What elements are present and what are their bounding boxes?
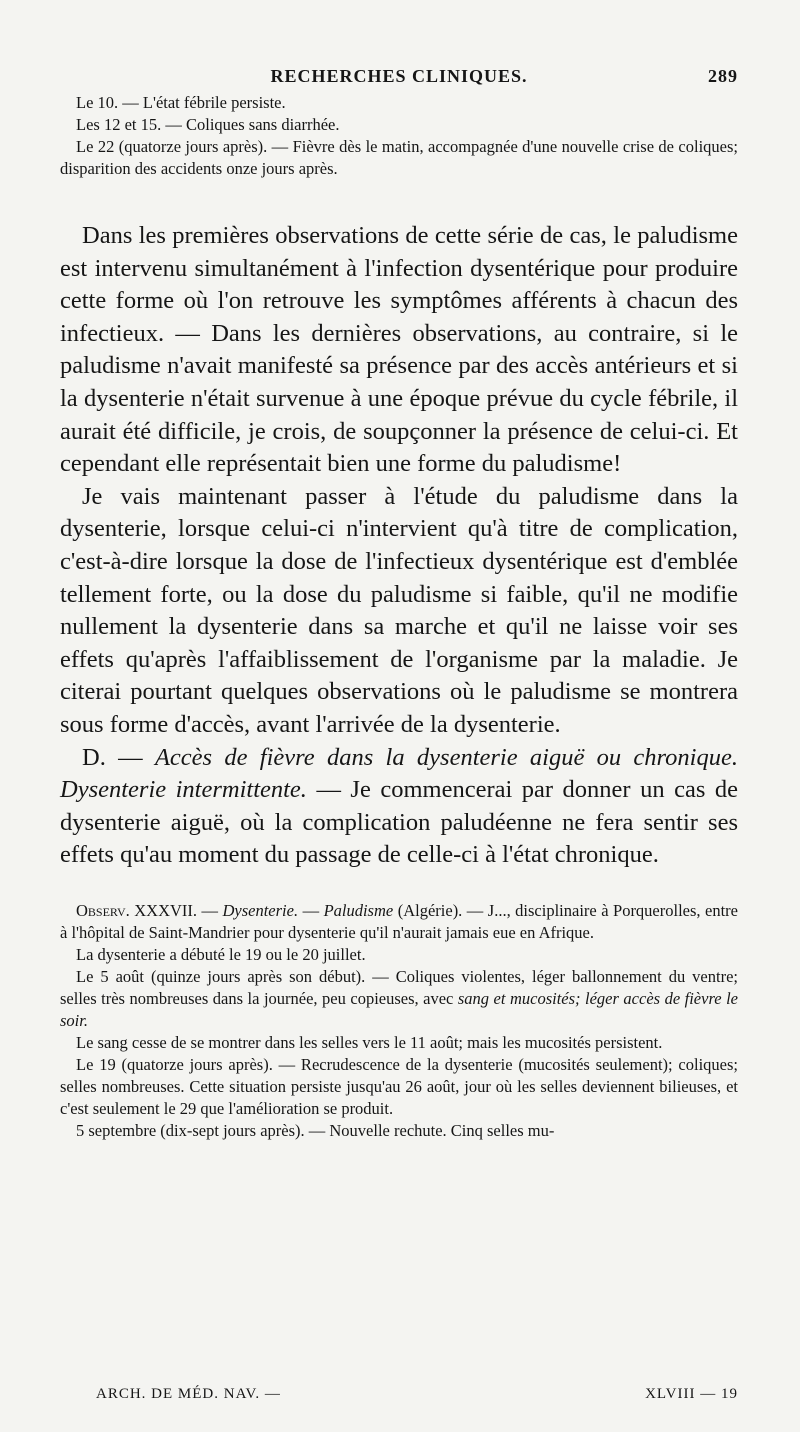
observation-title-dysenterie: Dysenterie.	[222, 900, 299, 920]
main-paragraph-3	[60, 742, 738, 872]
section-text: — Je commencerai par donner un cas de dysenterie aiguë, où la complication paludéenne ne fera sentir ses effets qu'au moment du passage de celle-ci à l'état chronique.	[60, 776, 738, 869]
observation-block	[60, 900, 738, 1142]
top-paragraph-1: Le 10. — L'état fébrile persiste.	[76, 93, 286, 112]
top-paragraph-2: Les 12 et 15. — Coliques sans diarrhée.	[76, 115, 340, 134]
top-block	[60, 92, 738, 180]
observation-paragraph-4: Le sang cesse de se montrer dans les selles vers le 11 août; mais les mucosités persistent.	[76, 1032, 663, 1052]
page-number: 289	[708, 66, 738, 86]
observation-paragraph-2: La dysenterie a débuté le 19 ou le 20 juillet.	[76, 944, 366, 964]
journal-abbreviation: ARCH. DE MÉD. NAV. —	[96, 1386, 281, 1402]
observation-p3-text: Le 5 août (quinze jours après son début). — Coliques violentes, léger ballonnement du ventre; selles très nombreuses dans la journée, peu copieuses, avec	[60, 966, 738, 1008]
observation-label: Observ. XXXVII.	[76, 900, 198, 920]
page-header	[60, 58, 738, 92]
top-paragraph-3: Le 22 (quatorze jours après). — Fièvre dès le matin, accompagnée d'une nouvelle crise de coliques; disparition des accidents onze jours après.	[60, 137, 738, 178]
main-text	[60, 220, 738, 872]
observation-paragraph-1: Observ. XXXVII. — Dysenterie. — Paludisme (Algérie). — J..., disciplinaire à Porquerolles, entre à l'hôpital de Saint-Mandrier pour dysenterie qu'il n'aurait jamais eue en Afrique.	[60, 900, 738, 942]
section-label: D. —	[82, 743, 143, 771]
observation-paragraph-5: Le 19 (quatorze jours après). — Recrudescence de la dysenterie (mucosités seulement); coliques; selles nombreuses. Cette situation persiste jusqu'au 26 août, jour où les selles deviennent bilieuses, et c'est seulement le 29 que l'amélioration se produit.	[60, 1054, 738, 1118]
observation-paragraph-6: 5 septembre (dix-sept jours après). — Nouvelle rechute. Cinq selles mu-	[76, 1120, 555, 1140]
main-paragraph-1: Dans les premières observations de cette série de cas, le paludisme est intervenu simultanément à l'infection dysentérique pour produire cette forme où l'on retrouve les symptômes afférents à chacun des infectieux. — Dans les dernières observations, au contraire, si le paludisme n'avait manifesté sa présence par des accès antérieurs et si la dysenterie n'était survenue à une époque prévue du cycle fébrile, il aurait été difficile, je crois, de soupçonner la présence de celui-ci. Et cependant elle représentait bien une forme du paludisme!	[60, 222, 738, 478]
observation-paragraph-3	[60, 966, 738, 1032]
observation-title-paludisme: Paludisme	[323, 900, 394, 920]
section-title: Accès de fièvre dans la dysenterie aiguë ou chronique. Dysenterie intermittente.	[60, 743, 738, 804]
observation-p3-italic: sang et mucosités; léger accès de fièvre le soir.	[60, 988, 738, 1030]
signature-mark: XLVIII — 19	[645, 1386, 738, 1402]
running-title: RECHERCHES CLINIQUES.	[270, 66, 528, 86]
observation-intro: (Algérie). — J..., disciplinaire à Porquerolles, entre à l'hôpital de Saint-Mandrier pour dysenterie qu'il n'aurait jamais eue en Afrique.	[60, 900, 738, 942]
main-paragraph-2: Je vais maintenant passer à l'étude du paludisme dans la dysenterie, lorsque celui-ci n'intervient qu'à titre de complication, c'est-à-dire lorsque la dose de l'infectieux dysentérique est d'emblée tellement forte, ou la dose du paludisme si faible, qu'il ne modifie nullement la dysenterie dans sa marche et qu'il ne laisse voir ses effets qu'après l'affaiblissement de l'organisme par la maladie. Je citerai pourtant quelques observations où le paludisme se montrera sous forme d'accès, avant l'arrivée de la dysenterie.	[60, 482, 738, 738]
